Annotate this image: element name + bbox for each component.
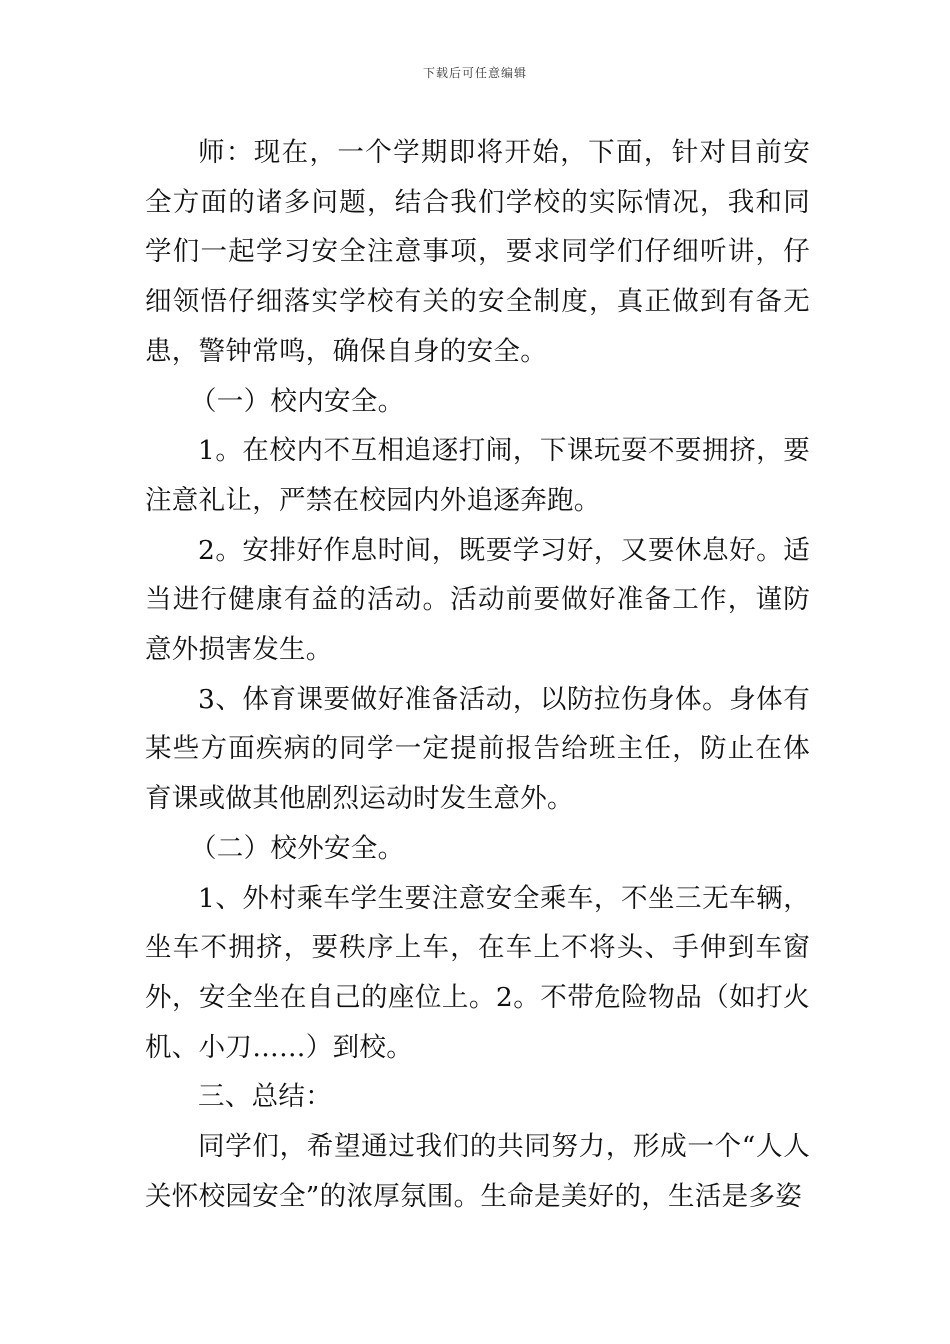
section-heading-campus-safety: （一）校内安全。	[190, 385, 405, 417]
paragraph-campus-item-3: 3、体育课要做好准备活动，以防拉伤身体。身体有某些方面疾病的同学一定提前报告给班主任，防止在体育课或做其他剧烈运动时发生意外。	[145, 683, 810, 815]
paragraph-off-campus-item-1: 1、外村乘车学生要注意安全乘车，不坐三无车辆，坐车不拥挤，要秩序上车，在车上不将头、手伸到车窗外，安全坐在自己的座位上。2。不带危险物品（如打火机、小刀……）到校。	[145, 882, 810, 1063]
page-header-note: 下载后可任意编辑	[422, 66, 527, 80]
paragraph-summary: 同学们，希望通过我们的共同努力，形成一个“人人关怀校园安全”的浓厚氛围。生命是美好的，生活是多姿	[145, 1131, 810, 1212]
section-heading-off-campus-safety: （二）校外安全。	[190, 832, 405, 864]
paragraph-campus-item-2: 2。安排好作息时间，既要学习好，又要休息好。适当进行健康有益的活动。活动前要做好准备工作，谨防意外损害发生。	[145, 534, 810, 666]
paragraph-campus-item-1: 1。在校内不互相追逐打闹，下课玩耍不要拥挤，要注意礼让，严禁在校园内外追逐奔跑。	[145, 435, 810, 516]
paragraph-intro: 师：现在，一个学期即将开始，下面，针对目前安全方面的诸多问题，结合我们学校的实际情况，我和同学们一起学习安全注意事项，要求同学们仔细听讲，仔细领悟仔细落实学校有关的安全制度，真正做到有备无患，警钟常鸣，确保自身的安全。	[145, 137, 810, 367]
document-body	[145, 128, 810, 1221]
section-heading-summary: 三、总结：	[198, 1081, 332, 1113]
